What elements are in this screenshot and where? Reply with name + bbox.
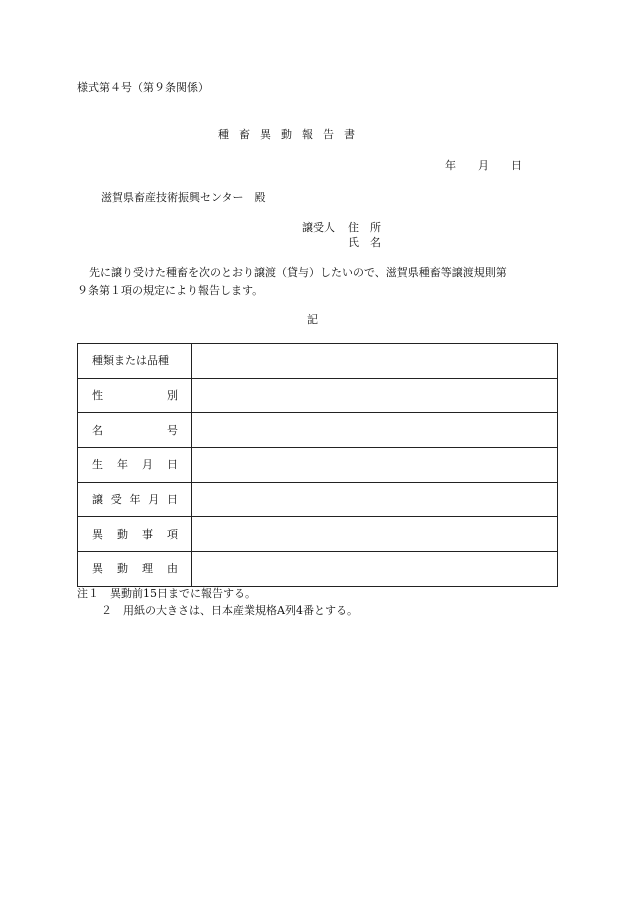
table-row (78, 482, 558, 517)
label-character: 月 (142, 458, 153, 472)
label-text: 種類または品種 (92, 354, 169, 368)
label-character: 理 (142, 562, 153, 576)
table-row-value[interactable] (192, 517, 558, 552)
body-text-line-2: ９条第１項の規定により報告します。 (77, 284, 264, 297)
date-line (445, 160, 522, 171)
label-character: 動 (117, 562, 128, 576)
label-characters (92, 529, 178, 540)
label-character: 日 (167, 493, 178, 507)
table-row-label (78, 552, 192, 587)
label-character: 月 (148, 493, 160, 507)
label-character: 日 (167, 458, 178, 472)
date-day: 日 (511, 159, 522, 172)
label-characters (92, 563, 178, 574)
label-characters (92, 459, 178, 470)
label-character: 年 (117, 458, 128, 472)
label-character: 譲 (92, 493, 103, 507)
table-row-value[interactable] (192, 344, 558, 379)
table-row-value[interactable] (192, 448, 558, 483)
label-character: 由 (167, 562, 178, 576)
label-character: 項 (167, 527, 178, 541)
date-month: 月 (478, 159, 489, 172)
table-row-value[interactable] (192, 482, 558, 517)
table-row (78, 378, 558, 413)
table-row-label (78, 378, 192, 413)
label-character: 性 (92, 389, 103, 403)
table-row-value[interactable] (192, 413, 558, 448)
note-2: ２ 用紙の大きさは、日本産業規格A列4番とする。 (101, 604, 358, 617)
table-row (78, 413, 558, 448)
addressee: 滋賀県畜産技術振興センター 殿 (101, 191, 266, 204)
label-character: 年 (129, 493, 141, 507)
table-row-label (78, 482, 192, 517)
ki-heading: 記 (307, 313, 318, 326)
label-characters (92, 425, 178, 436)
label-character: 受 (110, 493, 122, 507)
label-character: 事 (142, 527, 153, 541)
label-character: 生 (92, 458, 103, 472)
body-text-line-1: 先に譲り受けた種畜を次のとおり譲渡（貸与）したいので、滋賀県種畜等譲渡規則第 (89, 266, 507, 279)
label-characters (92, 494, 178, 505)
table-row (78, 344, 558, 379)
label-character: 名 (92, 423, 103, 437)
document-title: 種畜異動報告書 (218, 128, 365, 141)
table-row (78, 552, 558, 587)
form-number: 様式第４号（第９条関係） (77, 81, 209, 94)
label-character: 動 (117, 527, 128, 541)
label-character: 号 (167, 423, 178, 437)
table-row-value[interactable] (192, 552, 558, 587)
label-character: 異 (92, 562, 103, 576)
label-character: 別 (167, 389, 178, 403)
date-year: 年 (445, 159, 456, 172)
table-row-label (78, 413, 192, 448)
table-row-label (78, 344, 192, 379)
table-row (78, 448, 558, 483)
detail-table (77, 343, 558, 587)
label-character: 異 (92, 527, 103, 541)
table-row (78, 517, 558, 552)
name-label: 氏 名 (348, 236, 381, 249)
table-row-label (78, 517, 192, 552)
label-characters (92, 390, 178, 401)
table-row-label (78, 448, 192, 483)
address-label: 住 所 (348, 221, 381, 234)
transferee-label: 譲受人 (302, 221, 335, 234)
note-1: 注１ 異動前15日までに報告する。 (77, 587, 256, 600)
table-row-value[interactable] (192, 378, 558, 413)
